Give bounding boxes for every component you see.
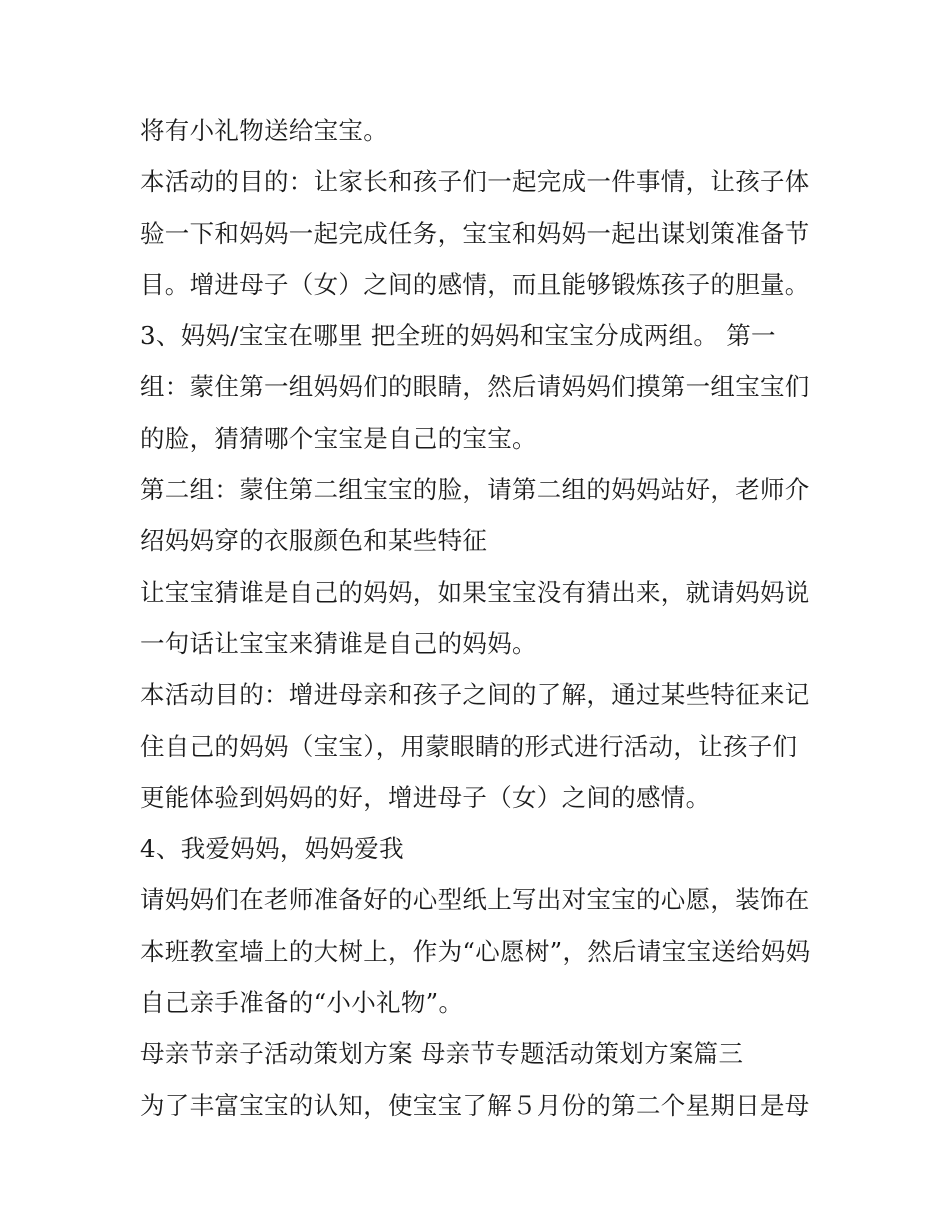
text-line: 本班教室墙上的大树上，作为“心愿树”，然后请宝宝送给妈妈 bbox=[140, 936, 811, 966]
text-line: 的脸，猜猜哪个宝宝是自己的宝宝。 bbox=[140, 423, 537, 453]
text-line: 更能体验到妈妈的好，增进母子（女）之间的感情。 bbox=[140, 782, 711, 812]
section-heading: 母亲节亲子活动策划方案 母亲节专题活动策划方案篇三 bbox=[140, 1039, 744, 1069]
text-line: 请妈妈们在老师准备好的心型纸上写出对宝宝的心愿，装饰在 bbox=[140, 885, 810, 915]
text-line: 第二组：蒙住第二组宝宝的脸，请第二组的妈妈站好，老师介 bbox=[140, 475, 810, 505]
text-line: 将有小礼物送给宝宝。 bbox=[140, 116, 388, 145]
text-line: 住自己的妈妈（宝宝），用蒙眼睛的形式进行活动，让孩子们 bbox=[140, 731, 798, 761]
text-line: 为了丰富宝宝的认知，使宝宝了解５月份的第二个星期日是母 bbox=[140, 1090, 810, 1120]
document-body bbox=[140, 105, 820, 1131]
text-line: 目。增进母子（女）之间的感情，而且能够锻炼孩子的胆量。 bbox=[140, 269, 810, 299]
text-line: 绍妈妈穿的衣服颜色和某些特征 bbox=[140, 526, 488, 556]
text-line: 验一下和妈妈一起完成任务，宝宝和妈妈一起出谋划策准备节 bbox=[140, 218, 810, 248]
text-line: 让宝宝猜谁是自己的妈妈，如果宝宝没有猜出来，就请妈妈说 bbox=[140, 577, 810, 607]
text-line: 组：蒙住第一组妈妈们的眼睛，然后请妈妈们摸第一组宝宝们 bbox=[140, 372, 810, 402]
text-line: 本活动的目的：让家长和孩子们一起完成一件事情，让孩子体 bbox=[140, 167, 810, 197]
text-line: 自己亲手准备的“小小礼物”。 bbox=[140, 988, 464, 1018]
text-line: 3、妈妈/宝宝在哪里 把全班的妈妈和宝宝分成两组。 第一 bbox=[140, 321, 776, 351]
text-line: 本活动目的：增进母亲和孩子之间的了解，通过某些特征来记 bbox=[140, 680, 810, 710]
text-line: 4、我爱妈妈，妈妈爱我 bbox=[140, 834, 404, 864]
text-line: 一句话让宝宝来猜谁是自己的妈妈。 bbox=[140, 628, 537, 658]
